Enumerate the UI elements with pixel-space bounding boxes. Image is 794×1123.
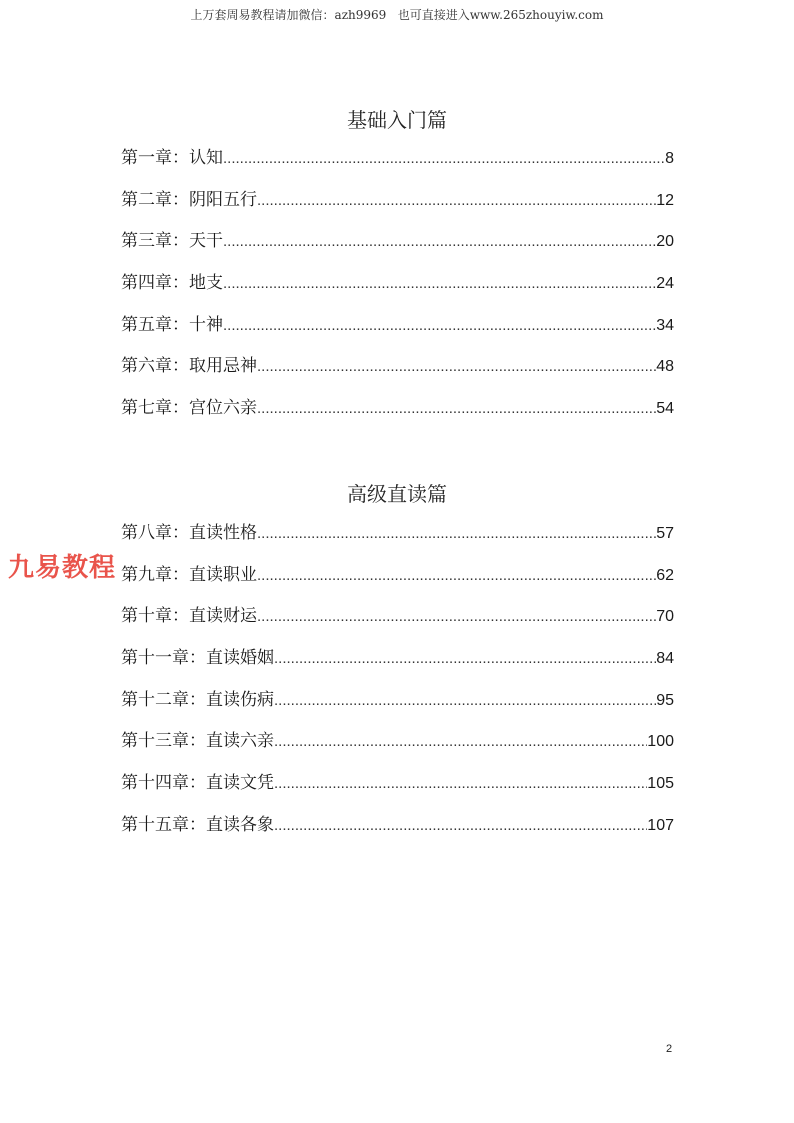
toc-entry-label: 第十一章：直读婚姻 (121, 648, 274, 669)
toc-entry-label: 第七章：宫位六亲 (121, 398, 257, 419)
toc-entry[interactable] (121, 768, 674, 810)
toc-leader-dots (257, 567, 656, 584)
toc-entry-page: 62 (656, 566, 674, 584)
toc-entry-page: 57 (656, 525, 674, 542)
toc-leader-dots (223, 150, 665, 167)
toc-entry[interactable] (121, 643, 674, 685)
toc-entry-page: 95 (656, 691, 674, 709)
toc-entry-page: 105 (647, 775, 674, 793)
toc-entry-label: 第十三章：直读六亲 (121, 731, 274, 752)
toc-entry-page: 48 (656, 358, 674, 376)
toc-leader-dots (257, 525, 656, 542)
toc-leader-dots (274, 650, 656, 667)
watermark-logo: 九易教程 (8, 553, 117, 583)
toc-leader-dots (223, 317, 656, 334)
toc-entry[interactable] (121, 560, 674, 602)
toc-entry[interactable] (121, 726, 674, 768)
toc-leader-dots (274, 817, 647, 834)
toc-entry[interactable] (121, 518, 674, 560)
toc-entry-label: 第六章：取用忌神 (121, 356, 257, 377)
toc-entry-page: 8 (665, 150, 674, 167)
toc-entry-page: 100 (647, 733, 674, 751)
toc-leader-dots (223, 233, 656, 250)
page-number: 2 (666, 1043, 673, 1055)
toc-entry[interactable] (121, 601, 674, 643)
toc-leader-dots (257, 358, 656, 375)
toc-leader-dots (274, 775, 647, 792)
toc-entry[interactable] (121, 143, 674, 185)
toc-entry[interactable] (121, 685, 674, 727)
toc-entry[interactable] (121, 810, 674, 852)
toc-list-basic (121, 143, 674, 435)
toc-leader-dots (257, 192, 656, 209)
header-banner: 上万套周易教程请加微信：azh9969 也可直接进入www.265zhouyiw.com (190, 8, 604, 22)
toc-entry-page: 34 (656, 316, 674, 334)
toc-entry[interactable] (121, 268, 674, 310)
toc-entry-page: 70 (656, 608, 674, 626)
toc-entry-label: 第十五章：直读各象 (121, 814, 274, 835)
toc-entry-page: 107 (647, 816, 674, 834)
toc-entry-label: 第五章：十神 (121, 314, 223, 335)
toc-entry[interactable] (121, 351, 674, 393)
section-title-basic: 基础入门篇 (347, 108, 447, 132)
toc-entry-page: 84 (656, 650, 674, 668)
toc-entry-page: 54 (656, 400, 674, 418)
toc-entry-page: 12 (656, 191, 674, 209)
toc-entry-page: 24 (656, 275, 674, 293)
toc-entry-label: 第一章：认知 (121, 148, 223, 168)
toc-leader-dots (274, 733, 647, 750)
toc-entry-label: 第十章：直读财运 (121, 606, 257, 627)
toc-entry-label: 第十二章：直读伤病 (121, 689, 274, 710)
toc-entry[interactable] (121, 393, 674, 435)
toc-entry[interactable] (121, 310, 674, 352)
toc-entry-label: 第十四章：直读文凭 (121, 773, 274, 794)
toc-entry[interactable] (121, 185, 674, 227)
toc-entry-page: 20 (656, 233, 674, 251)
toc-entry-label: 第二章：阴阳五行 (121, 189, 257, 210)
toc-list-advanced (121, 518, 674, 852)
toc-entry-label: 第八章：直读性格 (121, 523, 257, 543)
toc-leader-dots (274, 692, 656, 709)
toc-entry-label: 第三章：天干 (121, 231, 223, 252)
toc-leader-dots (257, 608, 656, 625)
toc-entry-label: 第四章：地支 (121, 273, 223, 294)
toc-entry-label: 第九章：直读职业 (121, 564, 257, 585)
toc-entry[interactable] (121, 226, 674, 268)
toc-leader-dots (257, 400, 656, 417)
toc-leader-dots (223, 275, 656, 292)
section-title-advanced: 高级直读篇 (347, 482, 447, 506)
